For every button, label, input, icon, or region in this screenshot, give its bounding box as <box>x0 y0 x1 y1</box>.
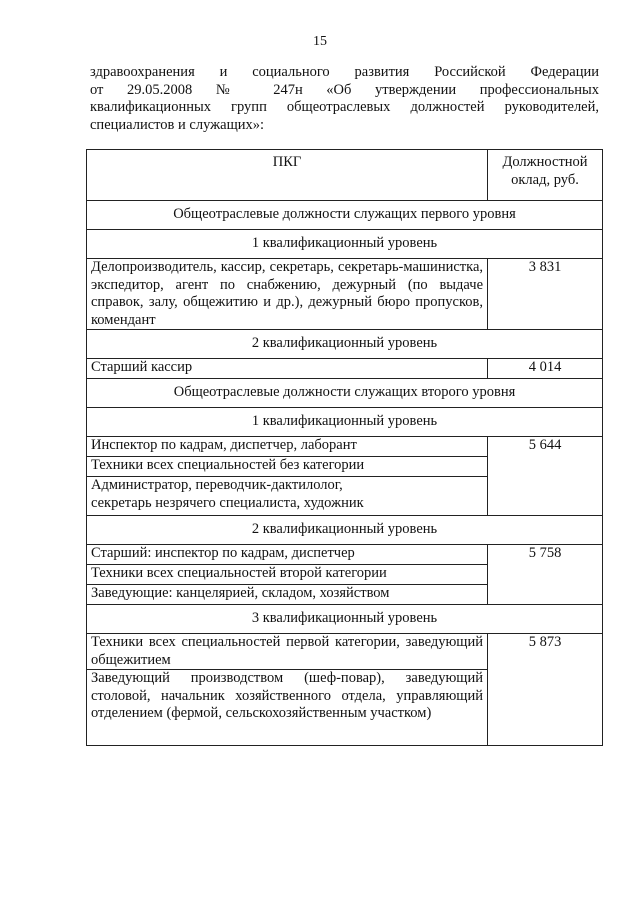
page-number: 15 <box>313 34 327 49</box>
positions-cell: Инспектор по кадрам, диспетчер, лаборант <box>87 437 488 457</box>
group-title-row <box>87 379 603 408</box>
header-salary-line: Должностной <box>502 154 588 170</box>
table-row <box>87 359 603 379</box>
salary-cell: 4 014 <box>488 359 603 379</box>
level-title: 3 квалификационный уровень <box>87 605 603 634</box>
salary-cell: 5 758 <box>488 545 603 605</box>
table-row <box>87 259 603 330</box>
salary-cell: 5 873 <box>488 634 603 746</box>
level-title-row <box>87 516 603 545</box>
intro-line: специалистов и служащих»: <box>90 116 265 133</box>
table-row <box>87 634 603 670</box>
level-title-row <box>87 408 603 437</box>
group-title: Общеотраслевые должности служащих второго уровня <box>87 379 603 408</box>
positions-line: секретарь незрячего специалиста, художник <box>91 494 364 511</box>
level-title: 2 квалификационный уровень <box>87 516 603 545</box>
salary-cell: 5 644 <box>488 437 603 516</box>
positions-cell: Старший: инспектор по кадрам, диспетчер <box>87 545 488 565</box>
intro-line: квалификационных групп общеотраслевых должностей руководителей, <box>90 99 599 115</box>
group-title-row <box>87 201 603 230</box>
level-title-row <box>87 230 603 259</box>
table-row <box>87 545 603 565</box>
salary-table <box>86 149 603 746</box>
positions-line: Администратор, переводчик-дактилолог, <box>91 477 343 493</box>
level-title: 2 квалификационный уровень <box>87 330 603 359</box>
table-row <box>87 437 603 457</box>
positions-cell: Заведующий производством (шеф-повар), заведующий столовой, начальник хозяйственного отдела, управляющий отделением (фермой, сельскохозяйственным участком) <box>87 670 488 746</box>
positions-cell: Делопроизводитель, кассир, секретарь, секретарь-машинистка, экспедитор, агент по снабжению, дежурный (по выдаче справок, залу, общежитию и др.), дежурный бюро пропусков, комендант <box>87 259 488 330</box>
level-title: 1 квалификационный уровень <box>87 230 603 259</box>
intro-line: от 29.05.2008 № 247н «Об утверждении профессиональных <box>90 81 599 98</box>
positions-cell: Техники всех специальностей второй категории <box>87 565 488 585</box>
positions-cell: Техники всех специальностей первой категории, заведующий общежитием <box>87 634 488 670</box>
group-title: Общеотраслевые должности служащих первого уровня <box>87 201 603 230</box>
level-title: 1 квалификационный уровень <box>87 408 603 437</box>
intro-paragraph <box>90 64 599 134</box>
level-title-row <box>87 605 603 634</box>
intro-line: здравоохранения и социального развития Российской Федерации <box>90 64 599 80</box>
header-salary <box>488 150 603 201</box>
table-header-row <box>87 150 603 201</box>
level-title-row <box>87 330 603 359</box>
positions-cell: Заведующие: канцелярией, складом, хозяйством <box>87 585 488 605</box>
positions-cell <box>87 477 488 516</box>
header-salary-line: оклад, руб. <box>511 171 579 188</box>
salary-cell: 3 831 <box>488 259 603 330</box>
header-pkg: ПКГ <box>87 150 488 201</box>
positions-cell: Техники всех специальностей без категории <box>87 457 488 477</box>
positions-cell: Старший кассир <box>87 359 488 379</box>
